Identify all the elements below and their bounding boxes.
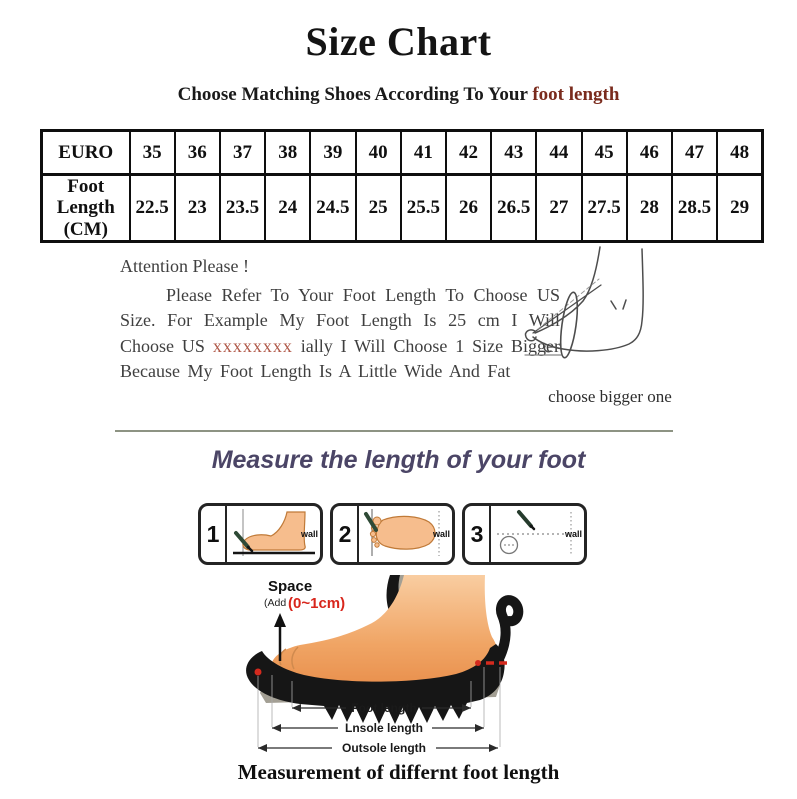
subtitle-highlight: foot length xyxy=(532,84,620,105)
foot-length-cell: 28 xyxy=(627,175,672,242)
euro-size-cell: 44 xyxy=(536,131,581,175)
space-sub-prefix: (Add xyxy=(264,597,287,609)
section-divider xyxy=(115,430,673,432)
size-chart-table xyxy=(40,129,764,243)
heel-marker xyxy=(475,660,481,666)
euro-size-cell: 47 xyxy=(672,131,717,175)
foot-length-label: Foot length xyxy=(351,701,417,715)
page-title: Size Chart xyxy=(305,19,492,64)
step-3-box xyxy=(462,503,587,565)
toe-marker xyxy=(255,669,262,676)
insole-length-label: Lnsole length xyxy=(345,721,423,735)
space-sub-value: (0~1cm) xyxy=(288,595,346,612)
euro-size-cell: 48 xyxy=(717,131,762,175)
euro-size-cell: 37 xyxy=(220,131,265,175)
table-row-foot-length xyxy=(42,175,763,242)
space-label: Space xyxy=(268,578,313,595)
attention-heading: Attention Please ! xyxy=(120,256,249,276)
wall-label: wall xyxy=(564,529,582,539)
foot-length-cell: 24 xyxy=(265,175,310,242)
choose-bigger-note: choose bigger one xyxy=(548,387,672,406)
euro-size-cell: 42 xyxy=(446,131,491,175)
foot-length-cell: 23 xyxy=(175,175,220,242)
euro-size-cell: 36 xyxy=(175,131,220,175)
measure-section-heading: Measure the length of your foot xyxy=(211,446,586,474)
foot-length-cell: 25 xyxy=(356,175,401,242)
wall-label: wall xyxy=(300,529,318,539)
foot-length-cell: 27.5 xyxy=(582,175,627,242)
subtitle xyxy=(0,84,797,106)
row-header-euro: EURO xyxy=(42,131,130,175)
step-number: 2 xyxy=(333,506,359,562)
attention-text-1: Please Refer To Your Foot Length To Choose US Size. For Example My Foot Length Is 25 cm I Will Choose US xyxy=(120,284,560,356)
foot-length-cell: 23.5 xyxy=(220,175,265,242)
subtitle-text: Choose Matching Shoes According To Your xyxy=(177,84,533,105)
foot-length-cell: 26 xyxy=(446,175,491,242)
foot-length-cell: 27 xyxy=(536,175,581,242)
wall-label: wall xyxy=(432,529,450,539)
table-row-euro xyxy=(42,131,763,175)
outsole-length-label: Outsole length xyxy=(342,741,426,755)
euro-size-cell: 39 xyxy=(310,131,355,175)
euro-size-cell: 35 xyxy=(130,131,175,175)
step-number: 1 xyxy=(201,506,227,562)
foot-length-cell: 28.5 xyxy=(672,175,717,242)
foot-length-cell: 25.5 xyxy=(401,175,446,242)
foot-length-cell: 26.5 xyxy=(491,175,536,242)
euro-size-cell: 45 xyxy=(582,131,627,175)
attention-text-2: ially I Will Choose 1 Size Bigger Because My Foot Length Is A Little Wide And Fat xyxy=(120,335,560,382)
euro-size-cell: 43 xyxy=(491,131,536,175)
euro-size-cell: 40 xyxy=(356,131,401,175)
foot-length-cell: 22.5 xyxy=(130,175,175,242)
foot-length-cell: 29 xyxy=(717,175,762,242)
diagram-caption: Measurement of differnt foot length xyxy=(237,760,560,784)
shoe-measurement-diagram xyxy=(228,575,600,761)
step-1-box xyxy=(198,503,323,565)
row-header-foot-length: Foot Length (CM) xyxy=(42,175,130,242)
redacted-text: xxxxxxxx xyxy=(212,335,293,356)
euro-size-cell: 38 xyxy=(265,131,310,175)
step-2-box xyxy=(330,503,455,565)
foot-outline-illustration xyxy=(505,245,665,395)
step-number: 3 xyxy=(465,506,491,562)
euro-size-cell: 46 xyxy=(627,131,672,175)
euro-size-cell: 41 xyxy=(401,131,446,175)
measurement-steps xyxy=(198,503,587,565)
attention-body xyxy=(120,283,560,385)
foot-length-cell: 24.5 xyxy=(310,175,355,242)
attention-note xyxy=(120,254,560,385)
